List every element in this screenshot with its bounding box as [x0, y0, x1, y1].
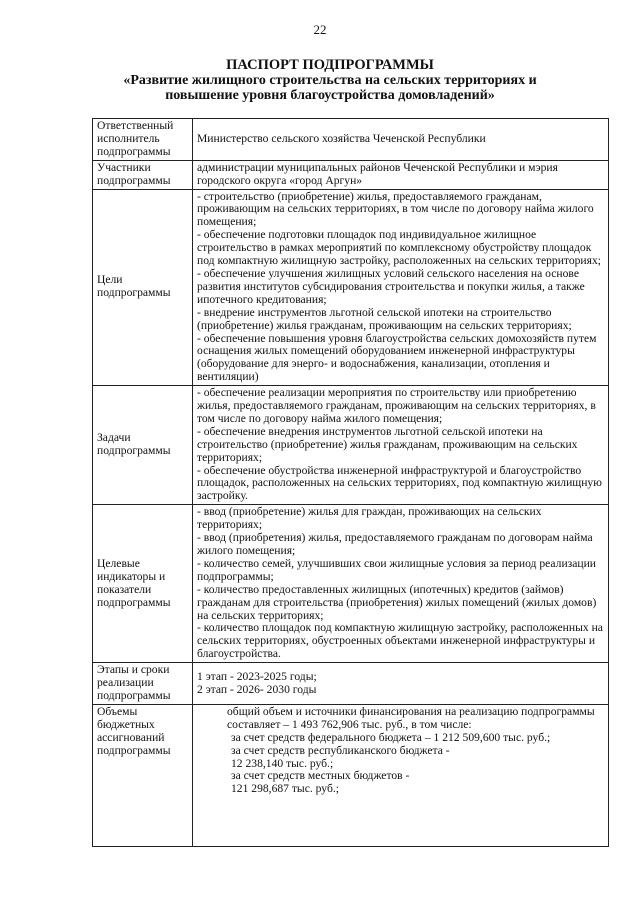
indicator-item: - количество площадок под компактную жилищную застройку, расположенных на сельских территориях, обустроенных объектами инженерной инфраструктуры и благоустройства.	[197, 621, 603, 661]
table-row	[93, 663, 609, 705]
document-title	[60, 58, 600, 103]
row-label-stages: Этапы и сроки реализации подпрограммы	[93, 663, 193, 705]
stage-item: 2 этап - 2026- 2030 годы	[197, 682, 317, 696]
funding-republican-label: за счет средств республиканского бюджета -	[231, 743, 450, 757]
table-row	[93, 704, 609, 846]
row-label-indicators: Целевые индикаторы и показатели подпрограммы	[93, 505, 193, 663]
row-value-stages	[193, 663, 609, 705]
goal-item: - обеспечение улучшения жилищных условий сельского населения на основе развития институтов субсидирования строительства и покупки жилья, а также ипотечного кредитования;	[197, 266, 585, 306]
goal-item: - обеспечение повышения уровня благоустройства сельских домохозяйств путем оснащения жилых помещений оборудованием инженерной инфраструктуры (оборудование для энерго- и водоснабжения, канализации, отопления и вентиляции)	[197, 331, 597, 384]
row-value-tasks	[193, 386, 609, 505]
goal-item: - внедрение инструментов льготной сельской ипотеки на строительство (приобретение) жилья гражданам, проживающим на сельских территориях;	[197, 305, 572, 332]
task-item: - обеспечение обустройства инженерной инфраструктурой и благоустройство площадок, расположенных на сельских территориях, под компактную жилищную застройку.	[197, 463, 602, 503]
table-row	[93, 189, 609, 386]
indicator-item: - количество предоставленных жилищных (ипотечных) кредитов (займов) гражданам для строительства (приобретения) жилых помещений (жилых домов) на сельских территориях;	[197, 582, 597, 622]
title-subprogram-line1: «Развитие жилищного строительства на сельских территориях и	[123, 73, 537, 88]
stage-item: 1 этап - 2023-2025 годы;	[197, 669, 317, 683]
row-value-funding	[193, 704, 609, 846]
row-value-goals	[193, 189, 609, 386]
row-value-indicators	[193, 505, 609, 663]
row-label-participants: Участники подпрограммы	[93, 160, 193, 189]
row-label-tasks: Задачи подпрограммы	[93, 386, 193, 505]
task-item: - обеспечение реализации мероприятия по строительству или приобретению жилья, предоставляемого гражданам, проживающим на сельских территориях, в том числе по договору найма жилого помещения;	[197, 386, 596, 425]
participants-text: администрации муниципальных районов Чеченской Республики и мэрия городского округа «город Аргун»	[197, 160, 558, 187]
task-item: - обеспечение внедрения инструментов льготной сельской ипотеки на строительство (приобретение) жилья гражданам, проживающим на сельских территориях;	[197, 424, 578, 464]
title-heading: ПАСПОРТ ПОДПРОГРАММЫ	[226, 57, 434, 73]
funding-federal: за счет средств федерального бюджета – 1 212 509,600 тыс. руб.;	[231, 730, 551, 744]
indicator-item: - количество семей, улучшивших свои жилищные условия за период реализации подпрограммы;	[197, 556, 596, 583]
row-label-funding: Объемы бюджетных ассигнований подпрограммы	[93, 704, 193, 846]
funding-local-value: 121 298,687 тыс. руб.;	[231, 782, 339, 796]
indicator-item: - ввод (приобретения) жилья, предоставляемого гражданам по договорам найма жилого помещения;	[197, 531, 593, 557]
goal-item: - строительство (приобретение) жилья, предоставляемого гражданам, проживающим на сельских территориях, в том числе по договору найма жилого помещения;	[197, 189, 594, 229]
row-value-responsible	[193, 119, 609, 161]
indicator-item: - ввод (приобретение) жилья для граждан, проживающих на сельских территориях;	[197, 505, 542, 532]
funding-republican-value: 12 238,140 тыс. руб.;	[231, 756, 334, 770]
table-row	[93, 505, 609, 663]
table-row	[93, 160, 609, 189]
table-row	[93, 386, 609, 505]
table-row	[93, 119, 609, 161]
page-number: 22	[313, 22, 327, 37]
responsible-executor: Министерство сельского хозяйства Чеченской Республики	[197, 131, 486, 145]
funding-local-label: за счет средств местных бюджетов -	[231, 769, 410, 783]
passport-table	[92, 118, 609, 847]
goal-item: - обеспечение подготовки площадок под индивидуальное жилищное строительство в рамках мероприятий по комплексному обустройству площадок под компактную жилищную застройку, расположенных на сельских территориях;	[197, 228, 601, 268]
title-subprogram-line2: повышение уровня благоустройства домовладений»	[165, 88, 495, 103]
funding-intro: общий объем и источники финансирования на реализацию подпрограммы составляет – 1 493 762,906 тыс. руб., в том числе:	[227, 704, 595, 731]
row-label-responsible: Ответственный исполнитель подпрограммы	[93, 119, 193, 161]
row-label-goals: Цели подпрограммы	[93, 189, 193, 386]
row-value-participants	[193, 160, 609, 189]
